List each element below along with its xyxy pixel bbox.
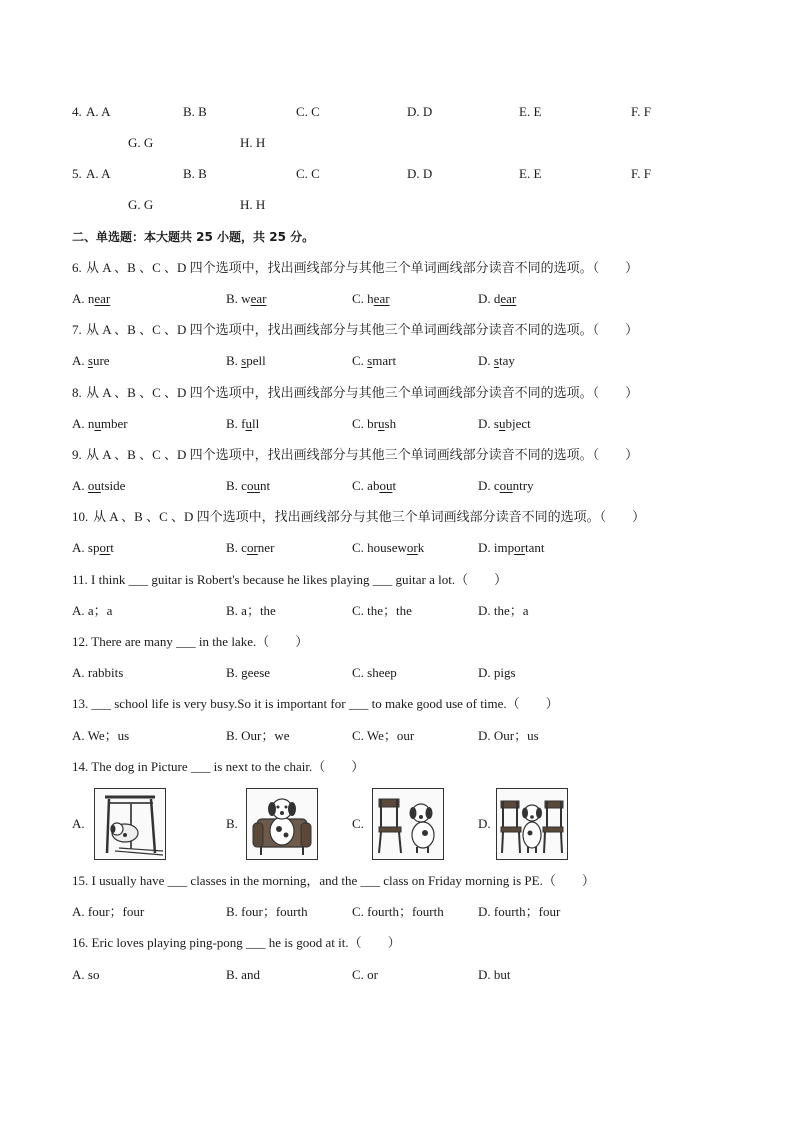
- q11-option-b[interactable]: B. a；the: [226, 603, 276, 618]
- q11-option-a[interactable]: A. a；a: [72, 603, 113, 618]
- q11-option-c[interactable]: C. the；the: [352, 603, 412, 618]
- q8-option-a[interactable]: A. number: [72, 416, 128, 431]
- q14-stem: 14. The dog in Picture ___ is next to the chair.（ ）: [72, 759, 365, 774]
- q5-number: 5.: [72, 166, 82, 181]
- q4-option-b[interactable]: B. B: [183, 104, 207, 119]
- q6-option-b[interactable]: B. wear: [226, 291, 267, 306]
- q14-option-d[interactable]: D.: [478, 788, 578, 860]
- q14-option-a[interactable]: A.: [72, 788, 172, 860]
- q9-options: [0, 476, 794, 496]
- q5-option-e[interactable]: E. E: [519, 166, 542, 181]
- q13-options: [0, 726, 794, 746]
- section-heading: 二、单选题：本大题共 25 小题，共 25 分。: [72, 230, 315, 244]
- q4-option-g[interactable]: G. G: [128, 135, 154, 150]
- picture-dog-on-chair: [246, 788, 318, 860]
- q9-option-a[interactable]: A. outside: [72, 478, 126, 493]
- q13-option-d[interactable]: D. Our；us: [478, 728, 539, 743]
- q4-option-h[interactable]: H. H: [240, 135, 266, 150]
- q10-number: 10.: [72, 509, 89, 524]
- q12-option-c[interactable]: C. sheep: [352, 665, 397, 680]
- q16-options: [0, 965, 794, 985]
- q13-option-c[interactable]: C. We；our: [352, 728, 415, 743]
- q14-option-c[interactable]: C.: [352, 788, 452, 860]
- q13-stem: 13. ___ school life is very busy.So it is important for ___ to make good use of time.（ ）: [72, 696, 559, 711]
- q13-option-b[interactable]: B. Our；we: [226, 728, 290, 743]
- q8-option-c[interactable]: C. brush: [352, 416, 397, 431]
- q16-stem: 16. Eric loves playing ping-pong ___ he is good at it.（ ）: [72, 935, 401, 950]
- q14-option-b[interactable]: B.: [226, 788, 326, 860]
- q7-stem-text: 从 A 、B 、C 、D 四个选项中，找出画线部分与其他三个单词画线部分读音不同的选项。（ ）: [86, 322, 639, 337]
- q12-options: [0, 663, 794, 683]
- q10-stem: [0, 507, 794, 527]
- q5-option-b[interactable]: B. B: [183, 166, 207, 181]
- q8-stem-text: 从 A 、B 、C 、D 四个选项中，找出画线部分与其他三个单词画线部分读音不同的选项。（ ）: [86, 385, 639, 400]
- q9-stem: [0, 445, 794, 465]
- q6-number: 6.: [72, 260, 82, 275]
- q10-options: [0, 538, 794, 558]
- q5-option-g[interactable]: G. G: [128, 197, 154, 212]
- q6-stem-text: 从 A 、B 、C 、D 四个选项中，找出画线部分与其他三个单词画线部分读音不同的选项。（ ）: [86, 260, 639, 275]
- q10-stem-text: 从 A 、B 、C 、D 四个选项中，找出画线部分与其他三个单词画线部分读音不同的选项。（ ）: [93, 509, 646, 524]
- q9-stem-text: 从 A 、B 、C 、D 四个选项中，找出画线部分与其他三个单词画线部分读音不同的选项。（ ）: [86, 447, 639, 462]
- q10-option-d[interactable]: D. important: [478, 540, 545, 555]
- q12-option-a[interactable]: A. rabbits: [72, 665, 124, 680]
- q5-option-c[interactable]: C. C: [296, 166, 320, 181]
- q8-option-b[interactable]: B. full: [226, 416, 260, 431]
- q4-option-a[interactable]: A. A: [86, 104, 111, 119]
- q15-options: [0, 902, 794, 922]
- q5-option-h[interactable]: H. H: [240, 197, 266, 212]
- q15-stem: 15. I usually have ___ classes in the morning，and the ___ class on Friday morning is PE.（ ）: [72, 873, 595, 888]
- q6-option-d[interactable]: D. dear: [478, 291, 517, 306]
- q12-option-d[interactable]: D. pigs: [478, 665, 516, 680]
- picture-dog-next-to-chair: [372, 788, 444, 860]
- q4-number: 4.: [72, 104, 82, 119]
- q6-option-a[interactable]: A. near: [72, 291, 111, 306]
- q4-row1: [0, 102, 794, 122]
- q8-number: 8.: [72, 385, 82, 400]
- q8-option-d[interactable]: D. subject: [478, 416, 531, 431]
- q5-option-d[interactable]: D. D: [407, 166, 433, 181]
- q10-option-b[interactable]: B. corner: [226, 540, 275, 555]
- q7-option-a[interactable]: A. sure: [72, 353, 110, 368]
- q8-stem: [0, 383, 794, 403]
- q15-option-b[interactable]: B. four；fourth: [226, 904, 308, 919]
- q16-option-c[interactable]: C. or: [352, 967, 378, 982]
- q10-option-a[interactable]: A. sport: [72, 540, 114, 555]
- q15-option-a[interactable]: A. four；four: [72, 904, 145, 919]
- q7-number: 7.: [72, 322, 82, 337]
- q8-options: [0, 414, 794, 434]
- q7-option-c[interactable]: C. smart: [352, 353, 397, 368]
- q9-option-b[interactable]: B. count: [226, 478, 271, 493]
- q11-stem: 11. I think ___ guitar is Robert's because he likes playing ___ guitar a lot.（ ）: [72, 572, 508, 587]
- q9-number: 9.: [72, 447, 82, 462]
- q15-option-c[interactable]: C. fourth；fourth: [352, 904, 444, 919]
- q9-option-d[interactable]: D. country: [478, 478, 534, 493]
- q7-stem: [0, 320, 794, 340]
- picture-dog-under-chair: [94, 788, 166, 860]
- q5-row1: [0, 164, 794, 184]
- picture-dog-between-chairs: [496, 788, 568, 860]
- q7-option-b[interactable]: B. spell: [226, 353, 266, 368]
- q15-option-d[interactable]: D. fourth；four: [478, 904, 561, 919]
- q16-option-b[interactable]: B. and: [226, 967, 260, 982]
- q16-option-a[interactable]: A. so: [72, 967, 100, 982]
- q5-option-a[interactable]: A. A: [86, 166, 111, 181]
- q7-option-d[interactable]: D. stay: [478, 353, 515, 368]
- q6-stem: [0, 258, 794, 278]
- q4-option-d[interactable]: D. D: [407, 104, 433, 119]
- q4-option-c[interactable]: C. C: [296, 104, 320, 119]
- q11-options: [0, 601, 794, 621]
- q9-option-c[interactable]: C. about: [352, 478, 397, 493]
- q12-stem: 12. There are many ___ in the lake.（ ）: [72, 634, 309, 649]
- q12-option-b[interactable]: B. geese: [226, 665, 271, 680]
- q11-option-d[interactable]: D. the；a: [478, 603, 529, 618]
- q7-options: [0, 351, 794, 371]
- q4-row2: [0, 133, 794, 153]
- q4-option-e[interactable]: E. E: [519, 104, 542, 119]
- q13-option-a[interactable]: A. We；us: [72, 728, 130, 743]
- q6-option-c[interactable]: C. hear: [352, 291, 390, 306]
- q4-option-f[interactable]: F. F: [631, 104, 651, 119]
- q5-row2: [0, 195, 794, 215]
- q16-option-d[interactable]: D. but: [478, 967, 511, 982]
- q6-options: [0, 289, 794, 309]
- q5-option-f[interactable]: F. F: [631, 166, 651, 181]
- q10-option-c[interactable]: C. housework: [352, 540, 425, 555]
